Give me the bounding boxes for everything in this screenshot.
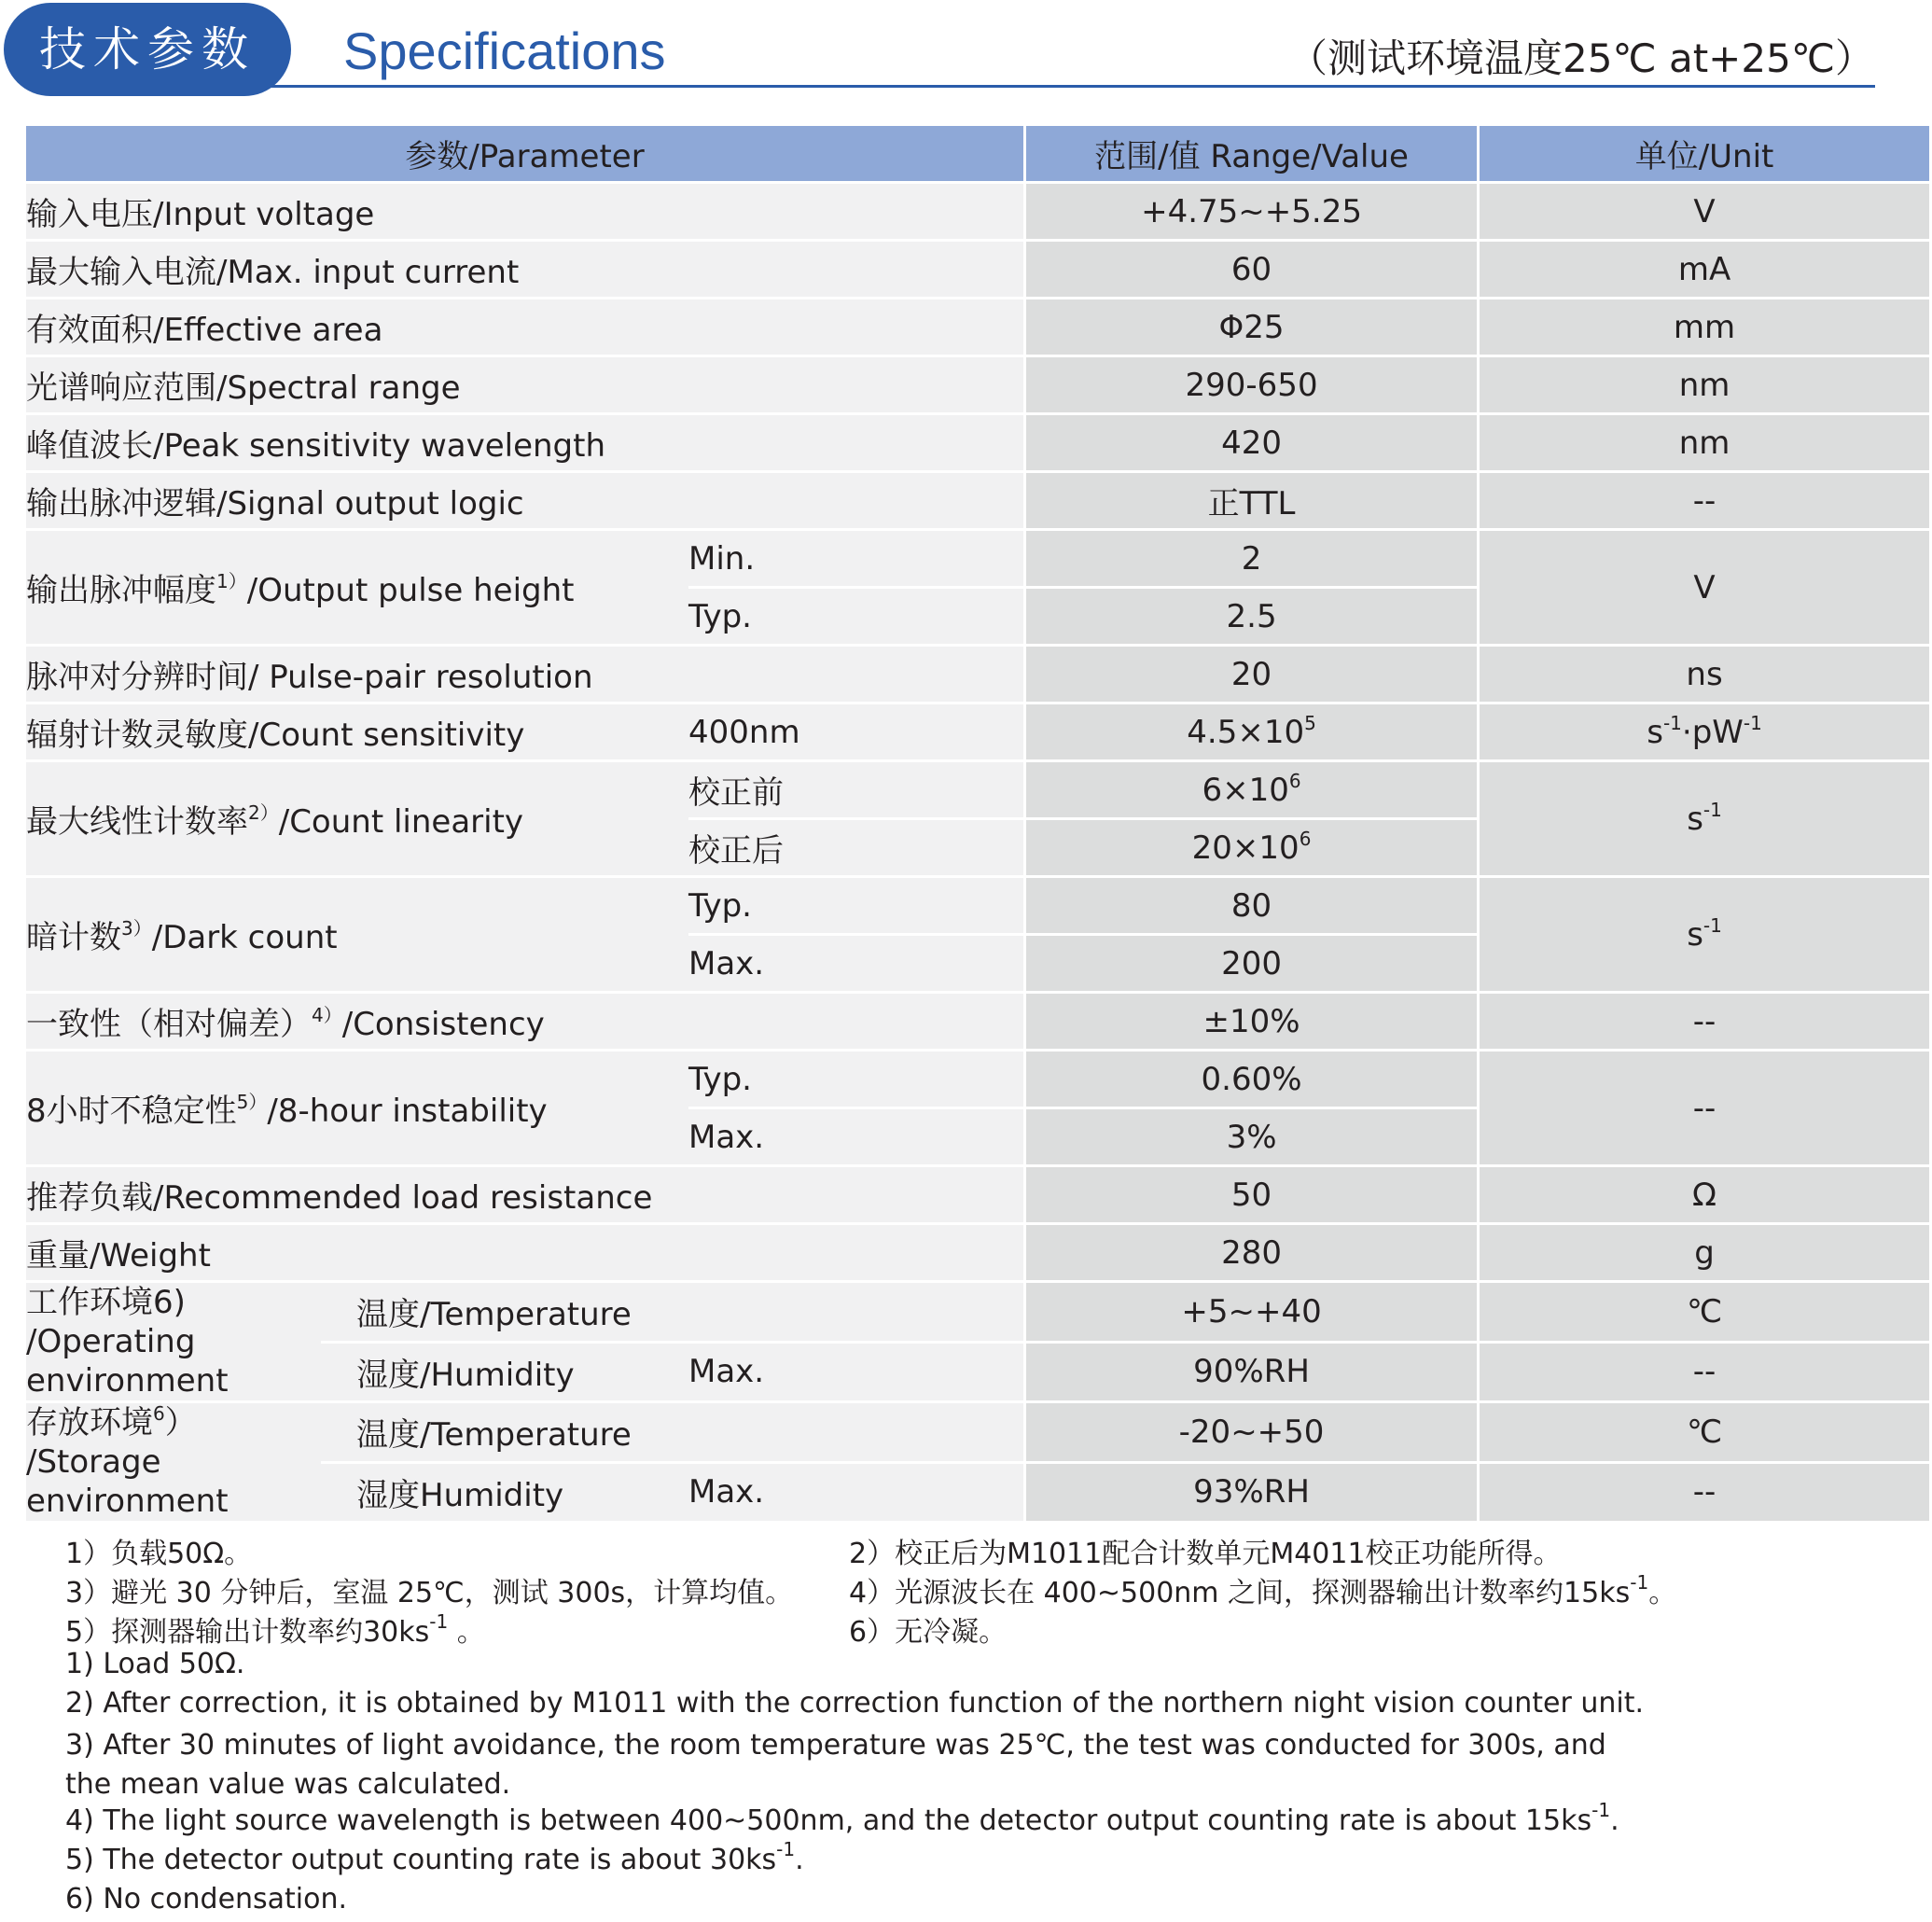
footnote-text: 4）光源波长在 400~500nm 之间，探测器输出计数率约15ks <box>849 1577 1631 1609</box>
row-value: 3% <box>1026 1109 1477 1164</box>
row-label: 重量/Weight <box>26 1225 1023 1280</box>
row-label: 光谱响应范围/Spectral range <box>26 357 1023 412</box>
row-label: 湿度Humidity <box>356 1464 688 1522</box>
env-line: /Storage <box>26 1443 161 1481</box>
row-value: +4.75~+5.25 <box>1026 184 1477 239</box>
table-row <box>26 1225 1929 1280</box>
footnote-cn: 2）校正后为M1011配合计数单元M4011校正功能所得。 <box>849 1538 1562 1570</box>
row-value: 60 <box>1026 242 1477 297</box>
row-label <box>26 1052 688 1164</box>
row-label <box>26 762 688 875</box>
row-value: 90%RH <box>1026 1344 1477 1401</box>
table-row <box>26 357 1929 412</box>
footnote-row <box>65 1609 1894 1648</box>
note-ref: 6 <box>153 1402 165 1425</box>
row-value: Φ25 <box>1026 299 1477 355</box>
spec-table <box>26 123 1929 1524</box>
label-en: /Output pulse height <box>246 572 575 609</box>
row-label: 辐射计数灵敏度/Count sensitivity <box>26 704 688 759</box>
row-value: +5~+40 <box>1026 1283 1477 1341</box>
value-base: 20×10 <box>1191 829 1300 867</box>
row-label <box>26 994 1023 1049</box>
footnote-exponent: -1 <box>429 1610 449 1633</box>
label-cn: 一致性（相对偏差） <box>26 1006 312 1043</box>
row-unit: -- <box>1480 1344 1929 1401</box>
row-unit: nm <box>1480 415 1929 470</box>
footnote-en: 2) After correction, it is obtained by M1011 with the correction function of the northern night vision counter unit. <box>65 1687 1645 1720</box>
row-value: 50 <box>1026 1167 1477 1222</box>
row-value: 280 <box>1026 1225 1477 1280</box>
row-value <box>1026 762 1477 817</box>
footnote-text: 5）探测器输出计数率约30ks <box>65 1616 430 1649</box>
row-sublabel: Max. <box>688 1344 1023 1401</box>
unit-part: ·pW <box>1681 713 1744 751</box>
unit-exponent: -1 <box>1743 711 1762 734</box>
value-base: 6×10 <box>1202 771 1289 809</box>
row-value: 80 <box>1026 878 1477 933</box>
row-unit: nm <box>1480 357 1929 412</box>
value-exponent: 6 <box>1288 769 1301 792</box>
table-row <box>26 647 1929 702</box>
unit-exponent: -1 <box>1703 798 1722 821</box>
row-value: 290-650 <box>1026 357 1477 412</box>
table-row <box>26 415 1929 470</box>
row-label: 温度/Temperature <box>356 1403 1023 1461</box>
env-line: environment <box>26 1483 229 1520</box>
table-row <box>26 994 1929 1049</box>
footnote-text: 。 <box>448 1616 485 1649</box>
header-unit: 单位/Unit <box>1480 126 1929 181</box>
footnote-exponent: -1 <box>1630 1571 1649 1594</box>
footnote-en <box>65 1799 1894 1844</box>
section-badge: 技术参数 <box>4 3 291 96</box>
row-unit: -- <box>1480 994 1929 1049</box>
value-base: 4.5×10 <box>1187 713 1305 751</box>
table-row <box>26 242 1929 297</box>
row-unit: -- <box>1480 473 1929 528</box>
header-rule <box>271 85 1875 88</box>
row-sublabel: Max. <box>688 1109 1023 1164</box>
row-label: 脉冲对分辨时间/ Pulse-pair resolution <box>26 647 1023 702</box>
footnote-text: 5) The detector output counting rate is about 30ks <box>65 1844 777 1876</box>
footnote-text: . <box>1610 1804 1619 1837</box>
env-line-paren: ） <box>164 1404 197 1442</box>
row-sublabel: 400nm <box>688 704 1023 759</box>
footnote-row <box>65 1569 1894 1609</box>
row-unit: -- <box>1480 1052 1929 1164</box>
row-unit: ℃ <box>1480 1283 1929 1341</box>
note-ref: 5） <box>236 1091 268 1113</box>
storage-env-label <box>26 1403 321 1521</box>
row-value: 正TTL <box>1026 473 1477 528</box>
page-header <box>0 0 1932 103</box>
row-label: 输入电压/Input voltage <box>26 184 1023 239</box>
note-ref: 2） <box>248 801 279 824</box>
note-ref: 1） <box>216 570 247 592</box>
row-label: 输出脉冲逻辑/Signal output logic <box>26 473 1023 528</box>
label-cn: 最大线性计数率 <box>26 803 248 841</box>
table-row <box>26 531 1929 586</box>
row-value <box>1026 820 1477 875</box>
table-row <box>26 762 1929 817</box>
row-unit: g <box>1480 1225 1929 1280</box>
row-value: 200 <box>1026 936 1477 991</box>
row-label: 湿度/Humidity <box>356 1344 688 1401</box>
label-en: /Dark count <box>151 919 338 956</box>
header-value: 范围/值 Range/Value <box>1026 126 1477 181</box>
footnote-en <box>65 1838 1894 1883</box>
row-unit: Ω <box>1480 1167 1929 1222</box>
row-unit <box>1480 878 1929 991</box>
row-sublabel: Typ. <box>688 1052 1023 1107</box>
row-label: 有效面积/Effective area <box>26 299 1023 355</box>
row-value: 0.60% <box>1026 1052 1477 1107</box>
env-line: /Operating <box>26 1323 196 1360</box>
row-value: 20 <box>1026 647 1477 702</box>
row-value: 2 <box>1026 531 1477 586</box>
row-unit: mm <box>1480 299 1929 355</box>
footnote-cn: 6）无冷凝。 <box>849 1616 1008 1649</box>
row-sublabel: Min. <box>688 531 1023 586</box>
row-sublabel <box>688 1283 1023 1341</box>
row-sublabel: 校正前 <box>688 762 1023 817</box>
table-row <box>26 1283 1929 1341</box>
row-sublabel: Typ. <box>688 878 1023 933</box>
table-row <box>26 1052 1929 1107</box>
table-row <box>26 1403 1929 1461</box>
row-label: 推荐负载/Recommended load resistance <box>26 1167 1023 1222</box>
footnote-text: 。 <box>1648 1577 1677 1609</box>
row-label: 温度/Temperature <box>356 1283 688 1341</box>
row-label: 最大输入电流/Max. input current <box>26 242 1023 297</box>
footnote-text: . <box>795 1844 804 1876</box>
unit-exponent: -1 <box>1703 913 1722 937</box>
row-sublabel: Max. <box>688 1464 1023 1522</box>
footnote-en: 6) No condensation. <box>65 1883 348 1915</box>
note-ref: 3） <box>121 917 152 940</box>
row-label <box>26 878 688 991</box>
table-row <box>26 184 1929 239</box>
label-cn: 8小时不稳定性 <box>26 1093 237 1130</box>
table-row <box>26 878 1929 933</box>
test-condition: （测试环境温度25℃ at+25℃） <box>1288 35 1874 81</box>
footnote-en: 3) After 30 minutes of light avoidance, the room temperature was 25℃, the test was conducted for 300s, and the mean value was calculated. <box>65 1729 1606 1801</box>
row-sublabel: Typ. <box>688 589 1023 644</box>
label-cn: 输出脉冲幅度 <box>26 572 216 609</box>
unit-exponent: -1 <box>1662 711 1682 734</box>
env-line <box>26 1403 321 1442</box>
table-header-row <box>26 126 1929 181</box>
row-sublabel: Max. <box>688 936 1023 991</box>
label-en: /Count linearity <box>278 803 524 841</box>
footnote-row <box>65 1530 1894 1569</box>
footnote-exponent: -1 <box>776 1838 796 1860</box>
row-value: -20~+50 <box>1026 1403 1477 1461</box>
row-value: 420 <box>1026 415 1477 470</box>
footnote-cn: 3）避光 30 分钟后，室温 25℃，测试 300s，计算均值。 <box>65 1577 794 1609</box>
row-unit <box>1480 762 1929 875</box>
label-en: /8-hour instability <box>267 1093 548 1130</box>
row-unit <box>1480 704 1929 759</box>
value-exponent: 6 <box>1299 827 1312 850</box>
page-title: Specifications <box>343 21 666 80</box>
label-en: /Consistency <box>341 1006 545 1043</box>
unit-base: s <box>1687 800 1703 838</box>
env-line: environment <box>26 1362 229 1400</box>
table-row <box>26 704 1929 759</box>
footnote-cn <box>65 1609 485 1650</box>
table-row <box>26 1167 1929 1222</box>
row-sublabel: 校正后 <box>688 820 1023 875</box>
table-row <box>26 473 1929 528</box>
label-cn: 暗计数 <box>26 919 121 956</box>
row-unit: -- <box>1480 1464 1929 1522</box>
row-label: 峰值波长/Peak sensitivity wavelength <box>26 415 1023 470</box>
footnote-cn <box>849 1569 1676 1610</box>
row-unit: ℃ <box>1480 1403 1929 1461</box>
row-value <box>1026 704 1477 759</box>
row-unit: V <box>1480 531 1929 644</box>
header-parameter: 参数/Parameter <box>26 126 1023 181</box>
row-label <box>26 531 688 644</box>
row-value: ±10% <box>1026 994 1477 1049</box>
operating-env-label <box>26 1283 321 1400</box>
footnote-cn: 1）负载50Ω。 <box>65 1538 253 1570</box>
row-value: 2.5 <box>1026 589 1477 644</box>
row-unit: ns <box>1480 647 1929 702</box>
value-exponent: 5 <box>1304 711 1316 734</box>
footnote-text: 4) The light source wavelength is between 400~500nm, and the detector output counting rate is about 15ks <box>65 1804 1592 1837</box>
unit-base: s <box>1687 915 1703 954</box>
footnote-en: 1) Load 50Ω. <box>65 1648 245 1680</box>
row-value: 93%RH <box>1026 1464 1477 1522</box>
note-ref: 4） <box>312 1004 342 1026</box>
table-row <box>26 299 1929 355</box>
row-unit: V <box>1480 184 1929 239</box>
env-line-cn: 存放环境 <box>26 1404 153 1442</box>
footnote-exponent: -1 <box>1591 1799 1611 1821</box>
footnotes <box>65 1530 1894 1922</box>
unit-part: s <box>1647 713 1663 751</box>
row-unit: mA <box>1480 242 1929 297</box>
env-line: 工作环境6) <box>26 1284 186 1321</box>
